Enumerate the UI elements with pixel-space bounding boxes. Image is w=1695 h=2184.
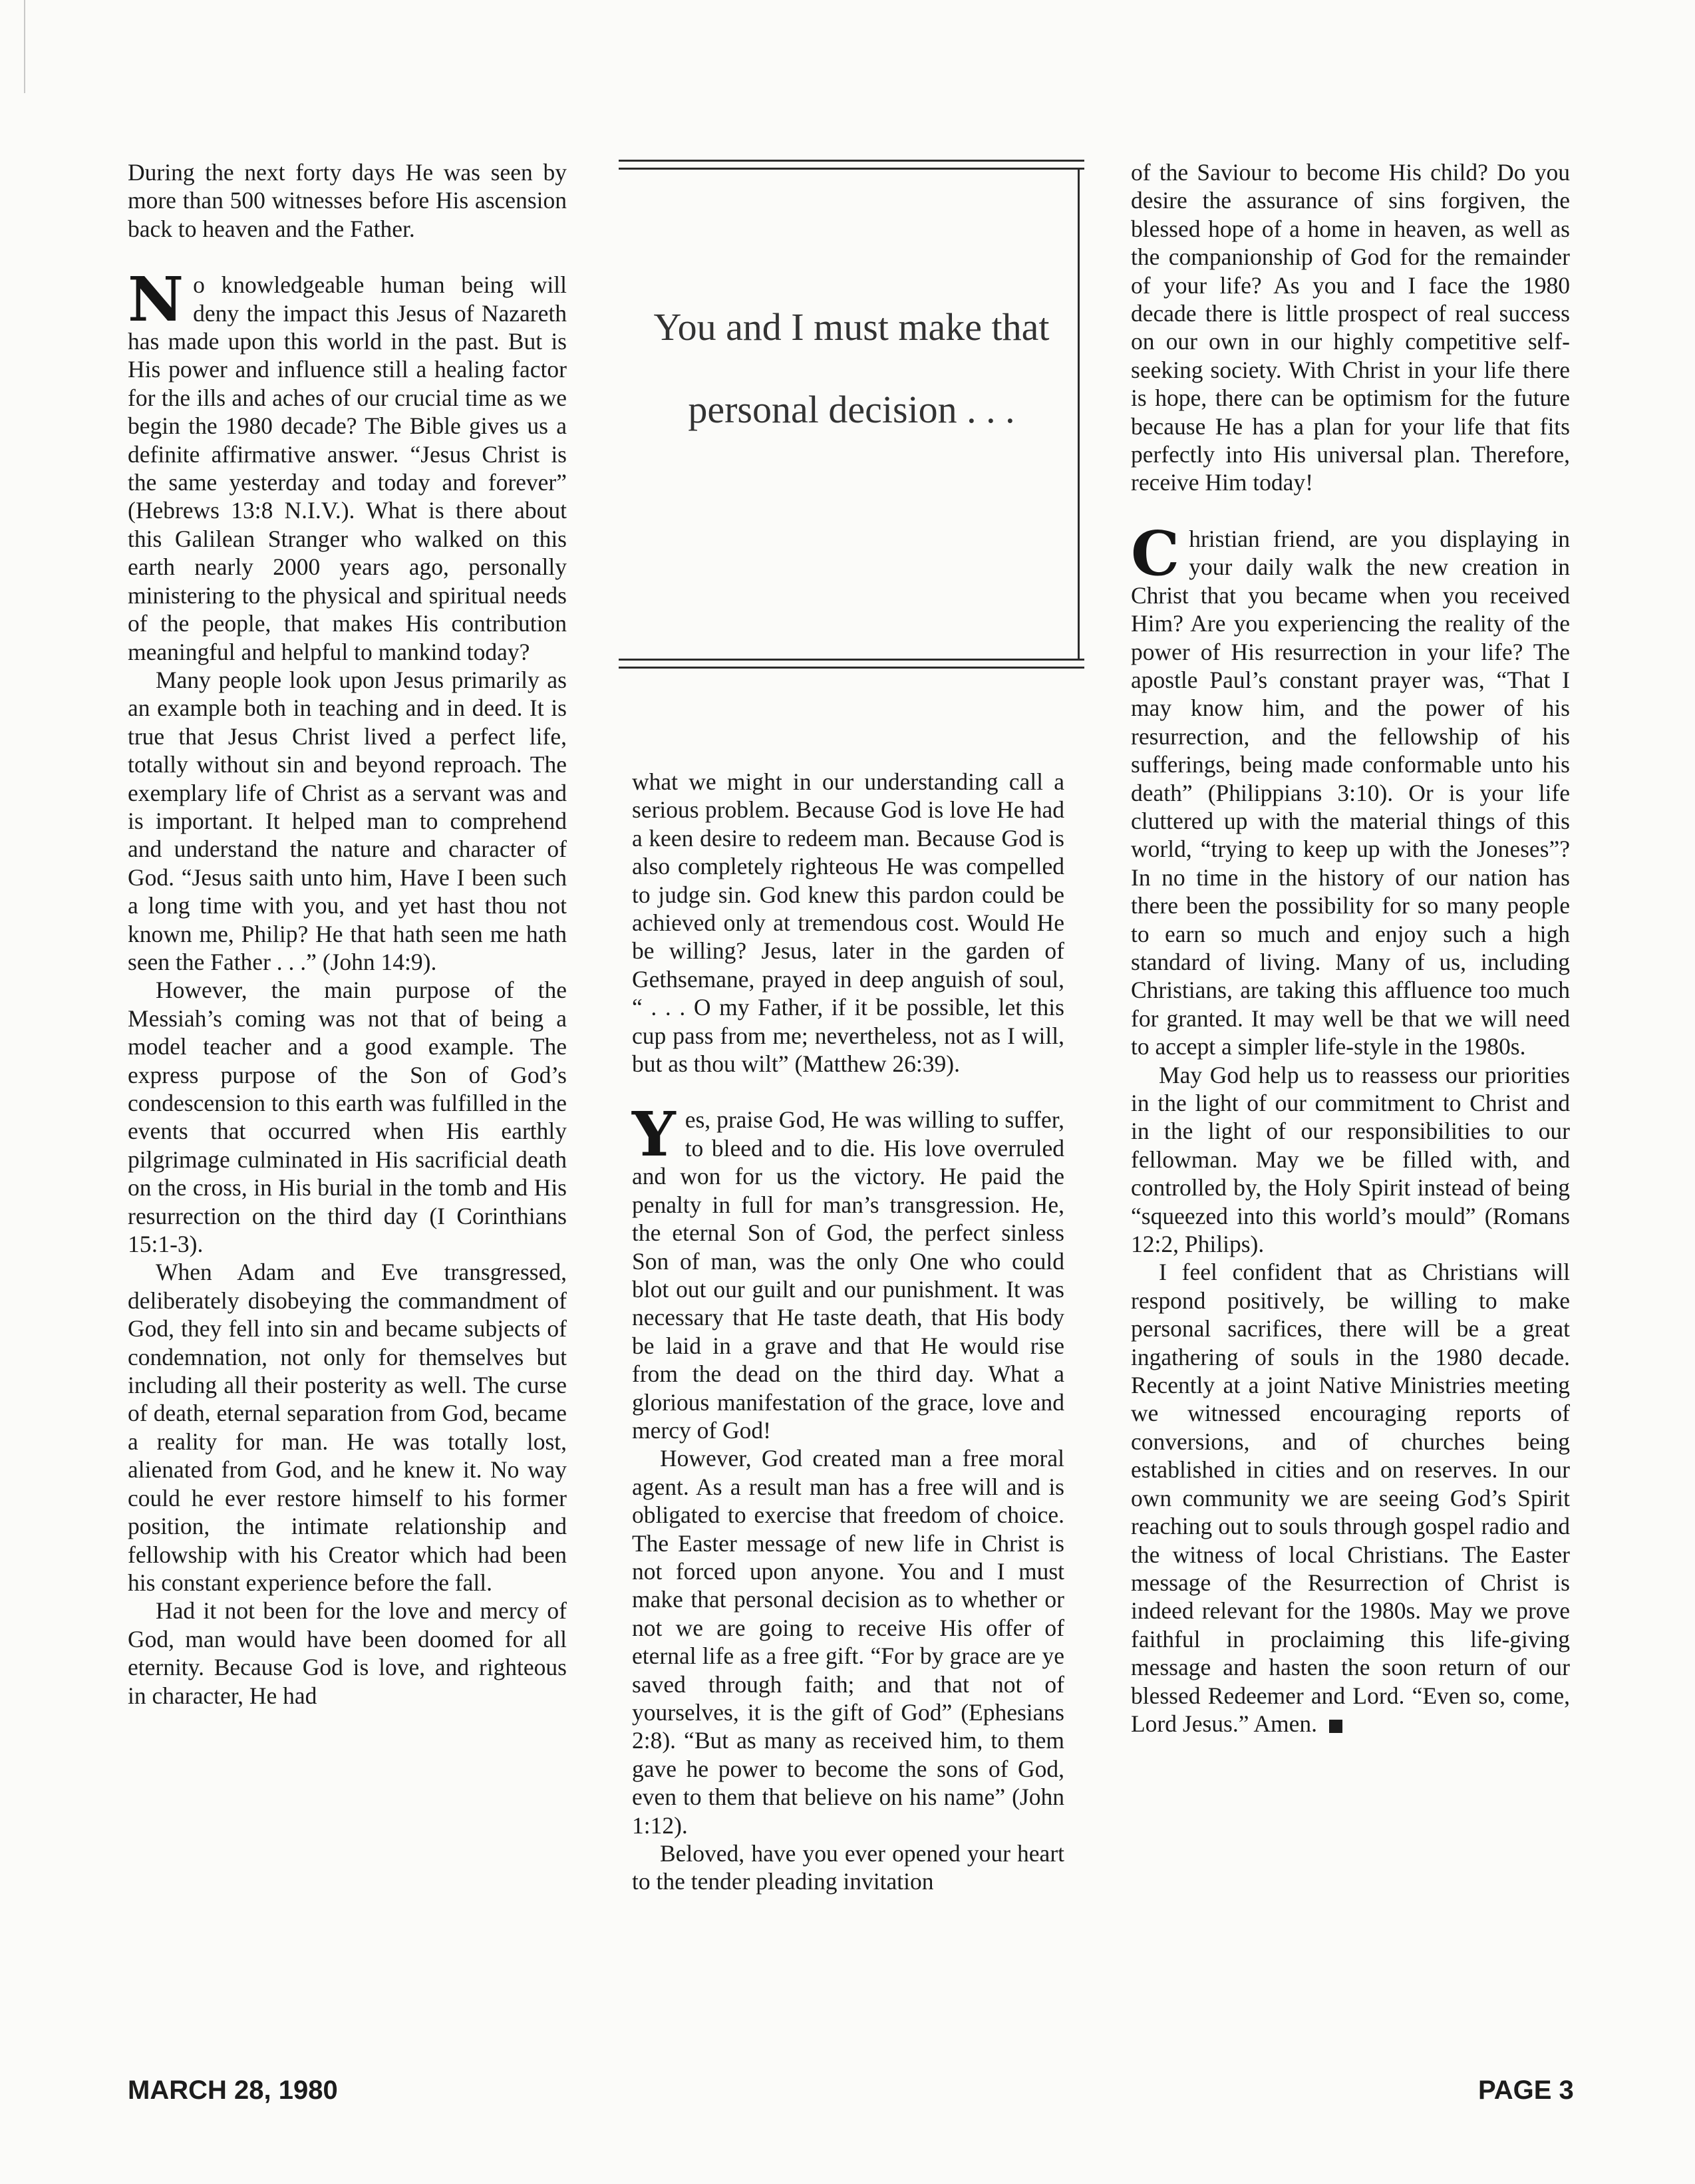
section-text: es, praise God, He was willing to suffer, to bleed and to die. His love overruled and won for us the victory. He paid the penalty in full for man’s transgression. He, the eternal Son of God, the perfect sinless Son of man, was the only One who could blot out our guilt and our punishment. It was necessary that He taste death, that His body be laid in a grave and that He would rise from the dead on the third day. What a glorious manifestation of the grace, love and mercy of God! [632, 1106, 1064, 1444]
section-text: o knowledgeable human being will deny the impact this Jesus of Nazareth has made upon this world in the past. But is His power and influence still a healing factor for the ills and aches of our crucial time as we begin the 1980 decade? The Bible gives us a definite affirmative answer. “Jesus Christ is the same yesterday and today and forever” (Hebrews 13:8 N.I.V.). What is there about this Galilean Stranger who walked on this earth nearly 2000 years ago, personally ministering to the physical and spiritual needs of the people, that makes His contribution meaningful and helpful to mankind today? [128, 271, 567, 665]
section-text: hristian friend, are you displaying in your daily walk the new creation in Christ that you became when you received Him? Are you experiencing the reality of the power of His resurrection in your life? The apostle Paul’s constant prayer was, “That I may know him, and the power of his resurrection, and the fellowship of his sufferings, being made conformable unto his death” (Philippians 3:10). Or is your life cluttered up with the material things of this world, “trying to keep up with the Joneses”? In no time in the history of our nation has there been the possibility for so many people to earn so much and enjoy such a high standard of living. Many of us, including Christians, are taking this affluence too much for granted. It may well be that we will need to accept a simpler life-style in the 1980s. [1131, 525, 1570, 1060]
column-3-section [1131, 517, 1570, 1061]
pull-quote-bottom-rule [619, 659, 1084, 669]
column-1-intro: During the next forty days He was seen by more than 500 witnesses before His ascension back to heaven and the Father. [128, 159, 567, 242]
pull-quote-text: You and I must make that personal decision . . . [653, 305, 1050, 431]
end-of-article-mark [1329, 1720, 1342, 1733]
drop-cap-n: N [128, 263, 184, 336]
pull-quote-top-rule [619, 160, 1084, 170]
footer-date: MARCH 28, 1980 [128, 2076, 338, 2105]
paragraph: Many people look upon Jesus primarily as an example both in teaching and in deed. It is true that Jesus Christ lived a perfect life, totally without sin and beyond reproach. The exemplary life of Christ as a servant was and is important. It helped man to comprehend and understand the nature and character of God. “Jesus saith unto him, Have I been such a long time with you, and yet hast thou not known me, Philip? He that hath seen me hath seen the Father . . .” (John 14:9). [128, 666, 567, 975]
paragraph: Had it not been for the love and mercy of God, man would have been doomed for all eternity. Because God is love, and righteous in character, He had [128, 1597, 567, 1709]
pull-quote-box [619, 160, 1084, 672]
column-1-section [128, 263, 567, 666]
page-edge-line [24, 0, 25, 93]
column-3-intro: of the Saviour to become His child? Do you desire the assurance of sins forgiven, the blessed hope of a home in heaven, as well as the companionship of God for the remainder of your life? As you and I face the 1980 decade there is little prospect of real success on our own in our highly competitive self-seeking society. With Christ in your life there is hope, there can be optimism for the future because He has a plan for your life that fits perfectly into His universal plan. Therefore, receive Him today! [1131, 159, 1570, 496]
paragraph [1131, 1258, 1570, 1738]
pull-quote-side-rule [1078, 168, 1080, 659]
article-column-1 [128, 158, 567, 1710]
drop-cap-y: Y [632, 1098, 676, 1171]
drop-cap-c: C [1131, 517, 1180, 589]
article-column-3 [1131, 158, 1570, 1738]
paragraph: Beloved, have you ever opened your heart to the tender pleading invitation [632, 1840, 1064, 1895]
column-2-intro: what we might in our understanding call a serious problem. Because God is love He had a keen desire to redeem man. Because God is also completely righteous He was compelled to judge sin. God knew this pardon could be achieved only at tremendous cost. Would He be willing? Jesus, later in the garden of Gethsemane, prayed in deep anguish of soul, “ . . . O my Father, if it be possible, let this cup pass from me; nevertheless, not as I will, but as thou wilt” (Matthew 26:39). [632, 768, 1064, 1078]
footer-page-number: PAGE 3 [1478, 2076, 1574, 2105]
paragraph: However, the main purpose of the Messiah’s coming was not that of being a model teacher and a good example. The express purpose of the Son of God’s condescension to this earth was fulfilled in the events that occurred when His earthly pilgrimage culminated in His sacrificial death on the cross, in His burial in the tomb and His resurrection on the third day (I Corinthians 15:1-3). [128, 977, 567, 1258]
paragraph: However, God created man a free moral agent. As a result man has a free will and is obligated to exercise that freedom of choice. The Easter message of new life in Christ is not forced upon anyone. You and I must make that personal decision as to whether or not we are going to receive His offer of eternal life as a free gift. “For by grace are ye saved through faith; and that not of yourselves, it is the gift of God” (Ephesians 2:8). “But as many as received him, to them gave he power to become the sons of God, even to them that believe on his name” (John 1:12). [632, 1445, 1064, 1839]
paragraph: May God help us to reassess our priorities in the light of our commitment to Christ and in the light of our responsibilities to our fellowman. May we be filled with, and controlled by, the Holy Spirit instead of being “squeezed into this world’s mould” (Romans 12:2, Philips). [1131, 1061, 1570, 1258]
column-2-section [632, 1098, 1064, 1444]
article-column-2 [632, 768, 1064, 1896]
closing-text: I feel confident that as Christians will respond positively, be willing to make personal sacrifices, there will be a great ingathering of souls in the 1980 decade. Recently at a joint Native Ministries meeting we witnessed encouraging reports of conversions, and of churches being established in cities and on reserves. In our own community we are seeing God’s Spirit reaching out to souls through gospel radio and the witness of local Christians. The Easter message of the Resurrection of Christ is indeed relevant for the 1980s. May we prove faithful in proclaiming this life-giving message and hasten the soon return of our blessed Redeemer and Lord. “Even so, come, Lord Jesus.” Amen. [1131, 1259, 1570, 1737]
paragraph: When Adam and Eve transgressed, deliberately disobeying the commandment of God, they fell into sin and became subjects of condemnation, not only for themselves but including all their posterity as well. The curse of death, eternal separation from God, became a reality for man. He was totally lost, alienated from God, and he knew it. No way could he ever restore himself to his former position, the intimate relationship and fellowship with his Creator which had been his constant experience before the fall. [128, 1259, 567, 1596]
